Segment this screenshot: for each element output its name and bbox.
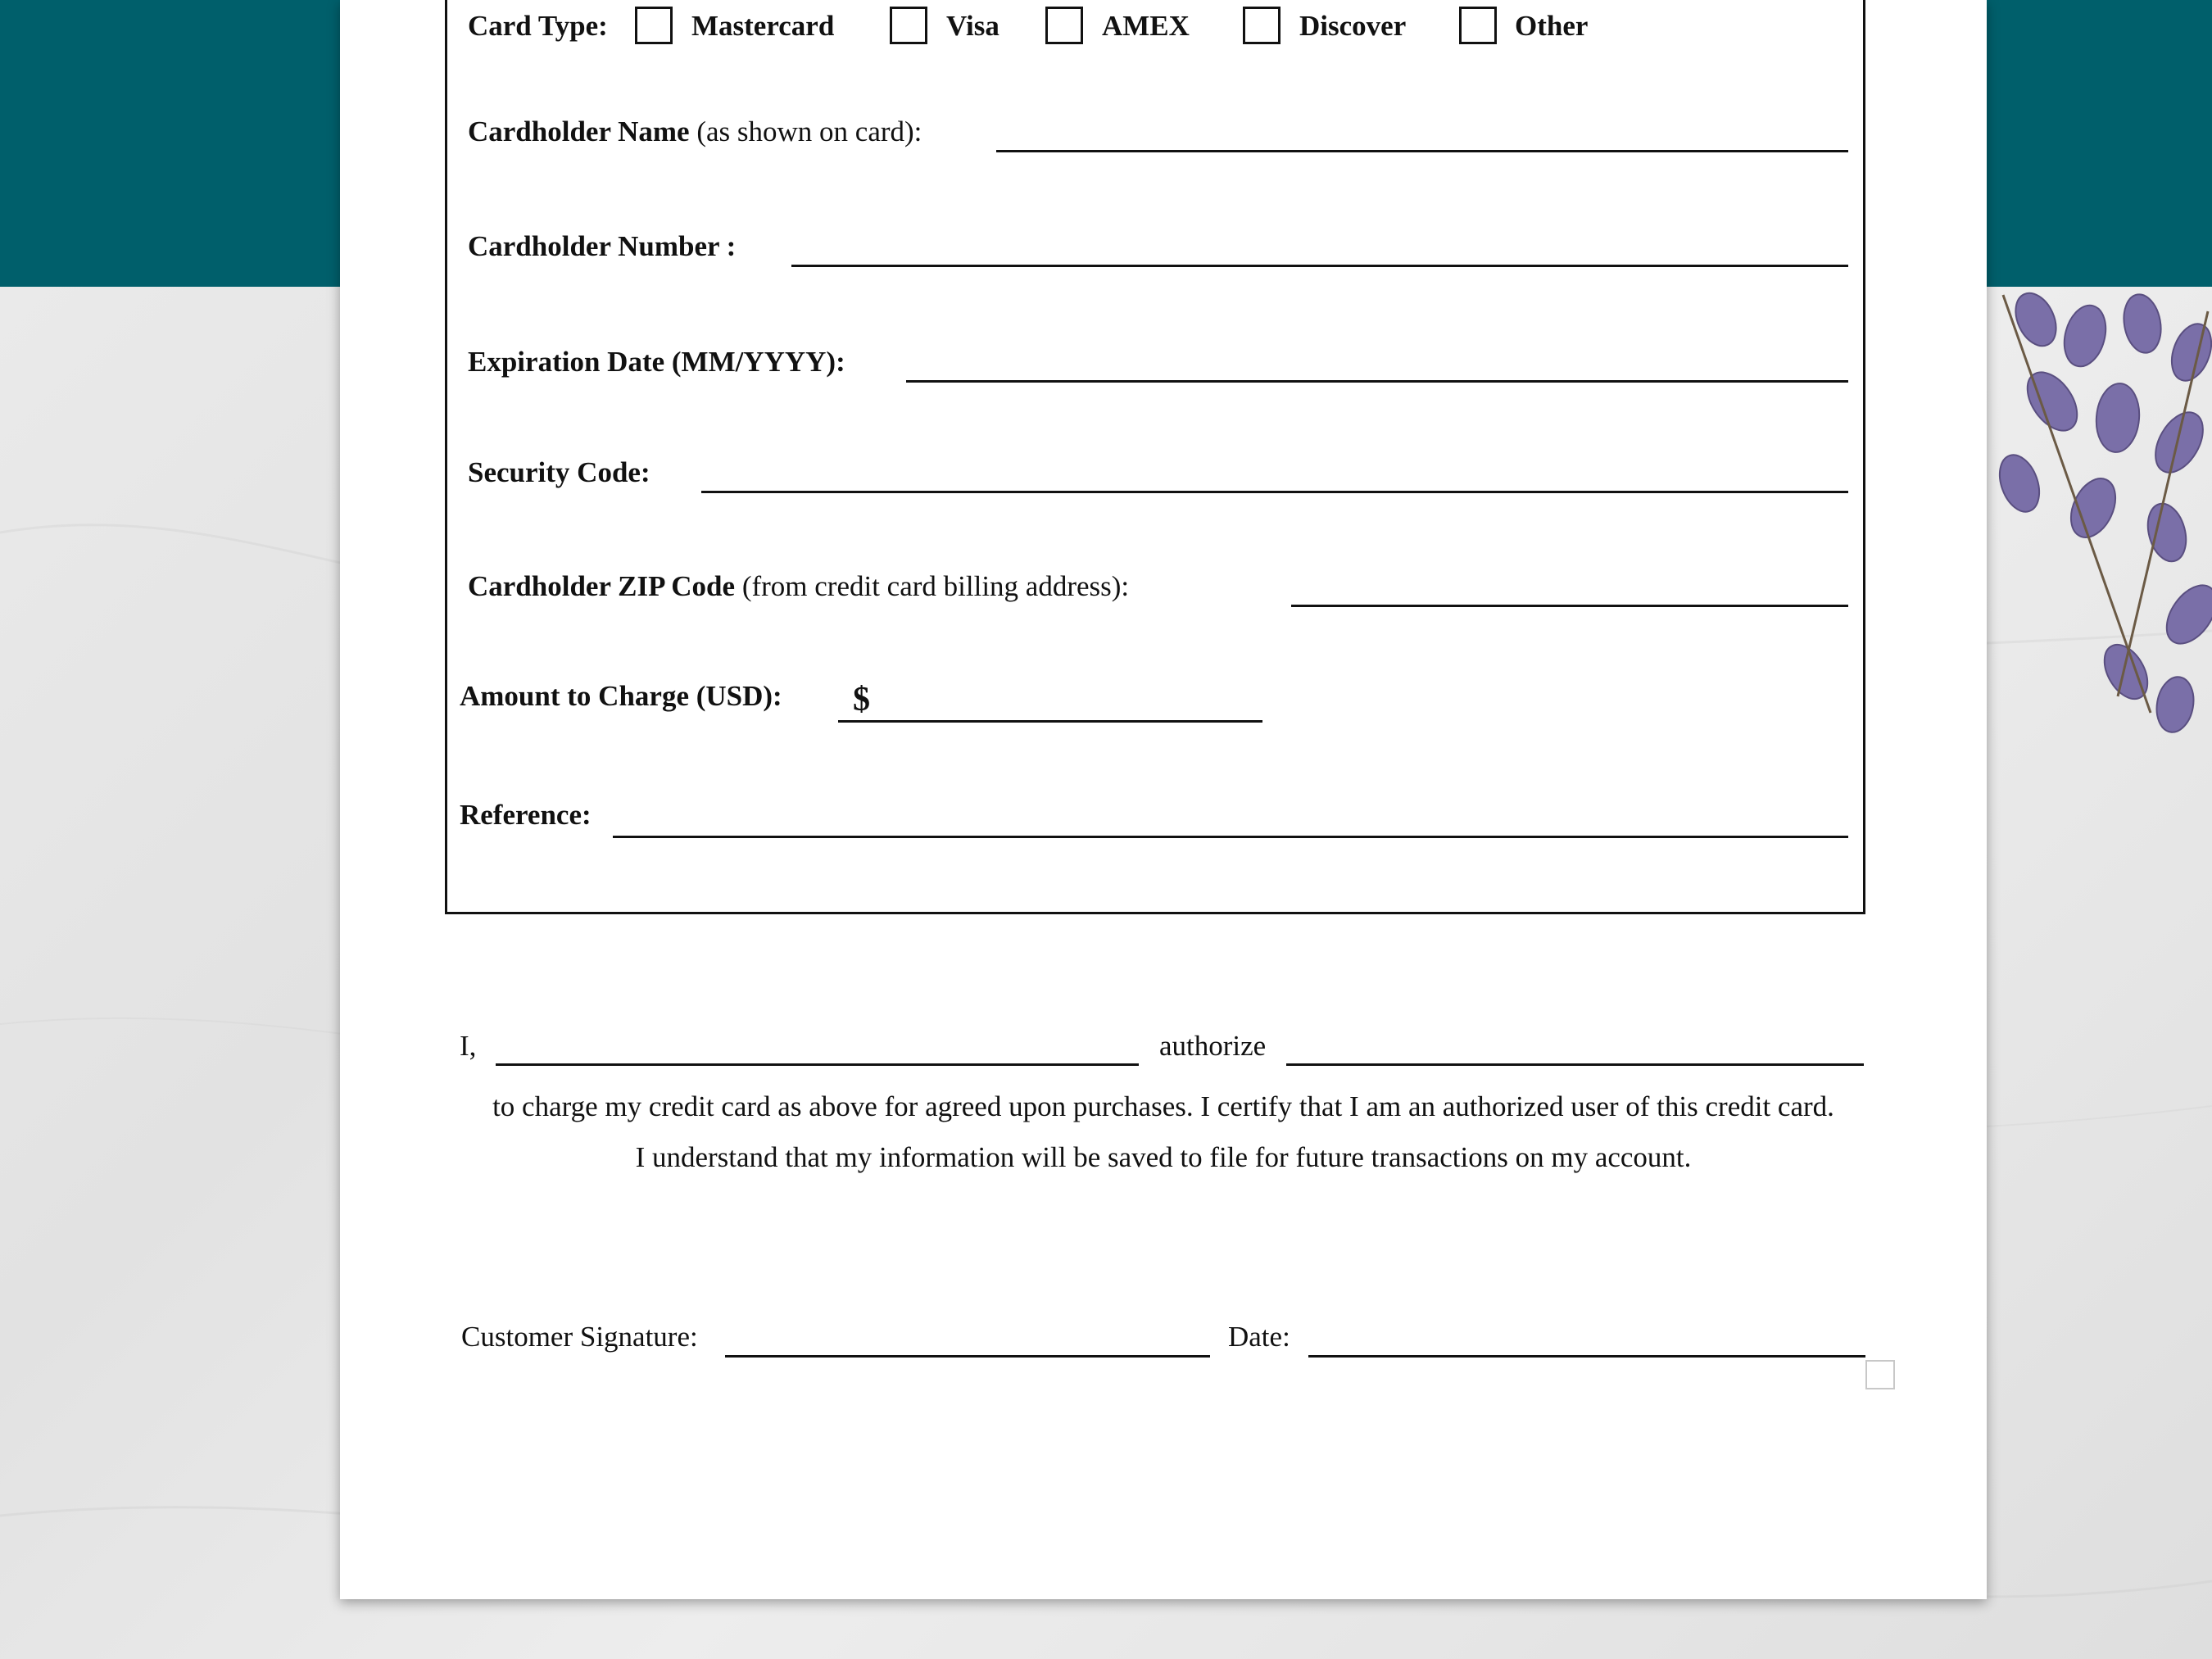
amount-label: Amount to Charge (USD): <box>460 680 782 712</box>
reference-field[interactable] <box>613 794 1848 833</box>
authorizer-name-underline <box>496 1063 1139 1066</box>
amount-underline <box>838 720 1262 723</box>
form-page <box>340 0 1987 1599</box>
amount-row <box>447 680 1863 729</box>
cardholder-number-label: Cardholder Number : <box>468 230 737 262</box>
cardholder-number-row <box>447 230 1863 279</box>
signature-underline <box>725 1355 1210 1358</box>
cardholder-name-label: Cardholder Name (as shown on card): <box>468 116 922 147</box>
expiration-date-field[interactable] <box>906 341 1848 380</box>
discover-label: Discover <box>1299 10 1407 42</box>
card-type-label: Card Type: <box>468 10 608 42</box>
zip-code-underline <box>1291 605 1848 607</box>
mastercard-label: Mastercard <box>691 10 835 42</box>
cardholder-name-underline <box>996 150 1848 152</box>
security-code-row <box>447 456 1863 505</box>
expiration-date-label: Expiration Date (MM/YYYY): <box>468 346 845 378</box>
anchor-handle[interactable] <box>1865 1360 1895 1389</box>
visa-label: Visa <box>946 10 999 42</box>
merchant-name-underline <box>1286 1063 1864 1066</box>
amex-checkbox[interactable] <box>1045 7 1083 44</box>
date-underline <box>1308 1355 1865 1358</box>
date-field[interactable] <box>1308 1311 1865 1350</box>
authorization-statement-line-2: I understand that my information will be saved to file for future transactions on my account. <box>635 1141 1692 1173</box>
mastercard-checkbox[interactable] <box>635 7 673 44</box>
cardholder-name-field[interactable] <box>996 111 1848 150</box>
zip-code-row <box>447 570 1863 619</box>
dollar-sign: $ <box>853 681 870 718</box>
security-code-underline <box>701 491 1848 493</box>
reference-row <box>447 799 1863 848</box>
authorization-statement-line-1: to charge my credit card as above for agreed upon purchases. I certify that I am an authorized user of this credit card. <box>492 1090 1834 1122</box>
date-label: Date: <box>1228 1321 1290 1353</box>
reference-label: Reference: <box>460 799 592 831</box>
signature-field[interactable] <box>725 1311 1210 1350</box>
other-checkbox[interactable] <box>1459 7 1497 44</box>
zip-code-label: Cardholder ZIP Code (from credit card billing address): <box>468 570 1130 602</box>
cardholder-number-underline <box>791 265 1848 267</box>
card-type-row <box>447 7 1863 56</box>
cardholder-number-field[interactable] <box>791 225 1848 265</box>
merchant-name-field[interactable] <box>1286 1021 1864 1060</box>
visa-checkbox[interactable] <box>890 7 927 44</box>
expiration-date-row <box>447 346 1863 395</box>
authorization-prefix: I, <box>460 1030 477 1062</box>
discover-checkbox[interactable] <box>1243 7 1281 44</box>
other-label: Other <box>1515 10 1589 42</box>
security-code-label: Security Code: <box>468 456 650 488</box>
authorizer-name-field[interactable] <box>496 1021 1139 1060</box>
card-details-box <box>445 0 1865 914</box>
cardholder-name-row <box>447 116 1863 165</box>
authorize-word: authorize <box>1159 1030 1267 1062</box>
zip-code-field[interactable] <box>1291 565 1848 605</box>
security-code-field[interactable] <box>701 451 1848 491</box>
signature-label: Customer Signature: <box>461 1321 698 1353</box>
amount-field[interactable] <box>882 677 1168 716</box>
lavender-flowers-decoration <box>1987 287 2212 746</box>
reference-underline <box>613 836 1848 838</box>
amex-label: AMEX <box>1102 10 1190 42</box>
expiration-date-underline <box>906 380 1848 383</box>
